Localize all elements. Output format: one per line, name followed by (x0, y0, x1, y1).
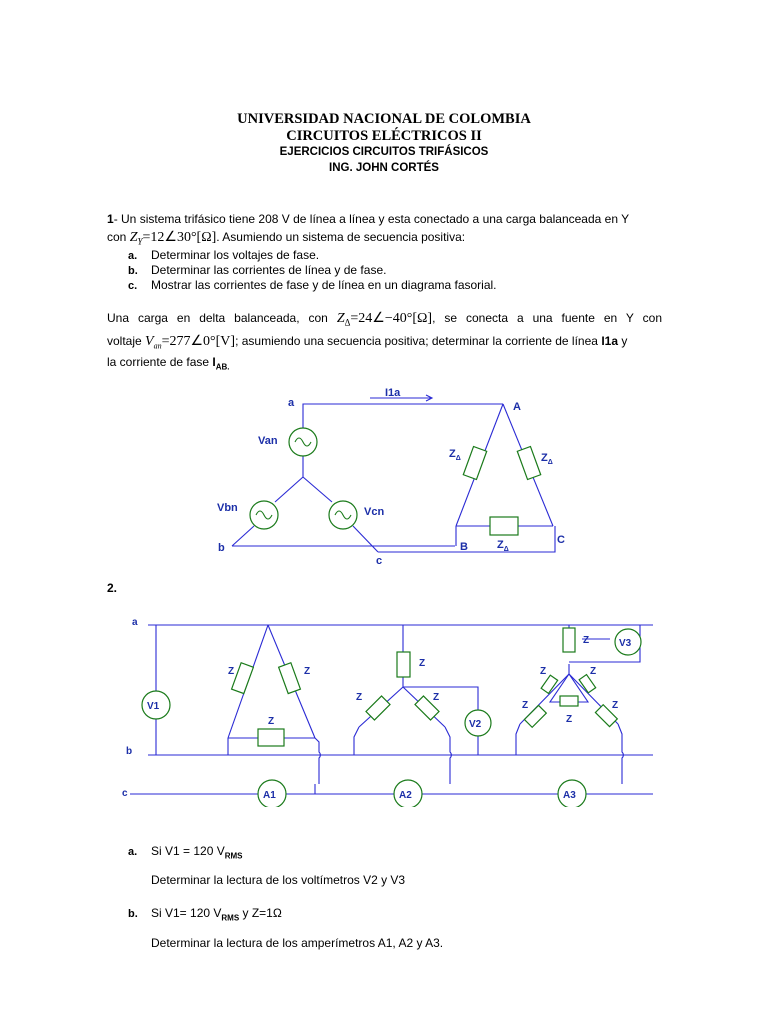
question-a-text (151, 843, 243, 864)
z-resistor (563, 628, 575, 652)
question-a-follow: Determinar la lectura de los voltímetros V2 y V3 (151, 873, 406, 887)
van-symbol: V (145, 334, 154, 349)
current-label: I1a (385, 387, 401, 399)
delta-para-c: voltaje (107, 334, 142, 348)
bus-c-label: c (122, 788, 128, 799)
node-A-label: A (513, 401, 521, 413)
list-item-text: Mostrar las corrientes de fase y de línea en un diagrama fasorial. (151, 278, 497, 292)
delta-para-line3 (107, 354, 230, 375)
z-label: Z (590, 666, 597, 677)
subject-title: EJERCICIOS CIRCUITOS TRIFÁSICOS (279, 146, 489, 158)
van-expr: =277∠0°[V] (161, 334, 236, 349)
zy-sub: Y (137, 236, 143, 247)
author-title: ING. JOHN CORTÉS (329, 162, 439, 174)
ammeter-a3-label: A3 (563, 790, 576, 801)
z-label: Z (304, 666, 311, 677)
iab-sub: AB. (215, 362, 230, 372)
z-resistor (560, 696, 578, 706)
problem1-text: - Un sistema trifásico tiene 208 V de línea a línea y esta conectado a una carga balanceada en Y (113, 212, 630, 226)
delta-para-b: , se conecta a una fuente en Y con (432, 311, 662, 325)
question-marker: a. (128, 846, 138, 858)
course-title: CIRCUITOS ELÉCTRICOS II (286, 128, 482, 144)
z-label: Z (612, 700, 619, 711)
z-delta-left-label: $Z_\Delta$ (449, 448, 461, 462)
z-label: Z (566, 714, 573, 725)
question-b (128, 905, 138, 922)
van-sub: an (153, 341, 162, 351)
delta-para-line2 (107, 333, 627, 354)
z-label: Z (522, 700, 529, 711)
wire-c (353, 526, 378, 552)
iab-symbol: I (212, 355, 216, 369)
v2-wire-top (403, 687, 478, 710)
problem2-number: 2. (107, 581, 118, 595)
zd-symbol: Z (336, 311, 345, 326)
bus-a-label: a (132, 617, 138, 628)
z-label: Z (540, 666, 547, 677)
node-C-label: C (557, 534, 565, 546)
load3-to-b (516, 724, 520, 755)
question-a (128, 843, 137, 860)
z-label: Z (583, 635, 590, 646)
delta-para-e: y (621, 334, 628, 348)
z-label: Z (228, 666, 235, 677)
question-text: Si V1 = 120 V (151, 844, 225, 858)
z-delta-bottom (490, 517, 518, 535)
z-resistor (541, 675, 558, 693)
list-item (128, 277, 137, 294)
z-resistor (579, 675, 596, 693)
ammeter-a1-label: A1 (263, 790, 276, 801)
question-marker: b. (128, 908, 138, 920)
i1a-label: I1a (601, 334, 618, 348)
ammeter-a2-label: A2 (399, 790, 412, 801)
problem1-line1 (107, 211, 629, 227)
list-item-text: Determinar los voltajes de fase. (151, 248, 320, 262)
z-delta-right-label: $Z_\Delta$ (541, 452, 553, 466)
z-delta-right (517, 447, 540, 480)
node-b-label: b (218, 542, 225, 554)
z-label: Z (356, 692, 363, 703)
delta-para-f: la corriente de fase (107, 355, 210, 369)
zy-expr: =12∠30°[Ω] (142, 230, 217, 245)
z-resistor (279, 663, 301, 694)
circuit-diagram-2 (120, 612, 660, 807)
problem1-con: con (107, 230, 127, 244)
z-resistor (397, 652, 410, 677)
question-sub: RMS (221, 913, 240, 923)
problem1-number: 1 (107, 212, 114, 226)
list-marker: b. (128, 265, 138, 277)
source-van-label: Van (258, 435, 278, 447)
voltmeter-v2-label: V2 (469, 719, 482, 730)
delta-para-a: Una carga en delta balanceada, con (107, 311, 328, 325)
list-item-text: Determinar las corrientes de línea y de fase. (151, 263, 387, 277)
z-label: Z (433, 692, 440, 703)
z-resistor (258, 729, 284, 746)
zy-symbol: Z (129, 230, 138, 245)
z-delta-left (463, 447, 486, 480)
delta-para-line1 (107, 310, 662, 330)
problem1-line2-suffix: . Asumiendo un sistema de secuencia positiva: (216, 230, 466, 244)
load1-to-c (315, 738, 320, 784)
zd-expr: =24∠−40°[Ω] (350, 311, 433, 326)
load2-to-b (354, 727, 359, 755)
node-B-label: B (460, 541, 468, 553)
delta-para-d: ; asumiendo una secuencia positiva; determinar la corriente de línea (235, 334, 598, 348)
wire-neutral-vcn (303, 477, 332, 502)
zd-sub: Δ (344, 317, 351, 328)
circuit-diagram-1 (200, 380, 590, 570)
z-label: Z (419, 658, 426, 669)
voltmeter-v3-label: V3 (619, 638, 632, 649)
wire-b (232, 526, 254, 546)
z-delta-bottom-label: $Z_\Delta$ (497, 539, 509, 553)
z-resistor (366, 696, 390, 720)
list-marker: a. (128, 250, 138, 262)
question-b-text (151, 905, 282, 926)
node-a-label: a (288, 397, 295, 409)
question-b-follow: Determinar la lectura de los amperímetros A1, A2 y A3. (151, 936, 444, 950)
bus-b-label: b (126, 746, 133, 757)
wire-a (303, 404, 503, 408)
university-title: UNIVERSIDAD NACIONAL DE COLOMBIA (237, 111, 531, 127)
source-vcn-label: Vcn (364, 506, 385, 518)
z-label: Z (268, 716, 275, 727)
question-text: Si V1= 120 V (151, 906, 222, 920)
question-sub: RMS (224, 851, 243, 861)
load3-to-c (618, 724, 623, 784)
source-vbn-label: Vbn (217, 502, 238, 514)
list-marker: c. (128, 280, 138, 292)
wire-neutral-vbn (275, 477, 303, 502)
z-resistor (232, 663, 254, 694)
question-tail: y Z=1Ω (239, 906, 282, 920)
node-c-label: c (376, 555, 383, 567)
voltmeter-v1-label: V1 (147, 701, 160, 712)
